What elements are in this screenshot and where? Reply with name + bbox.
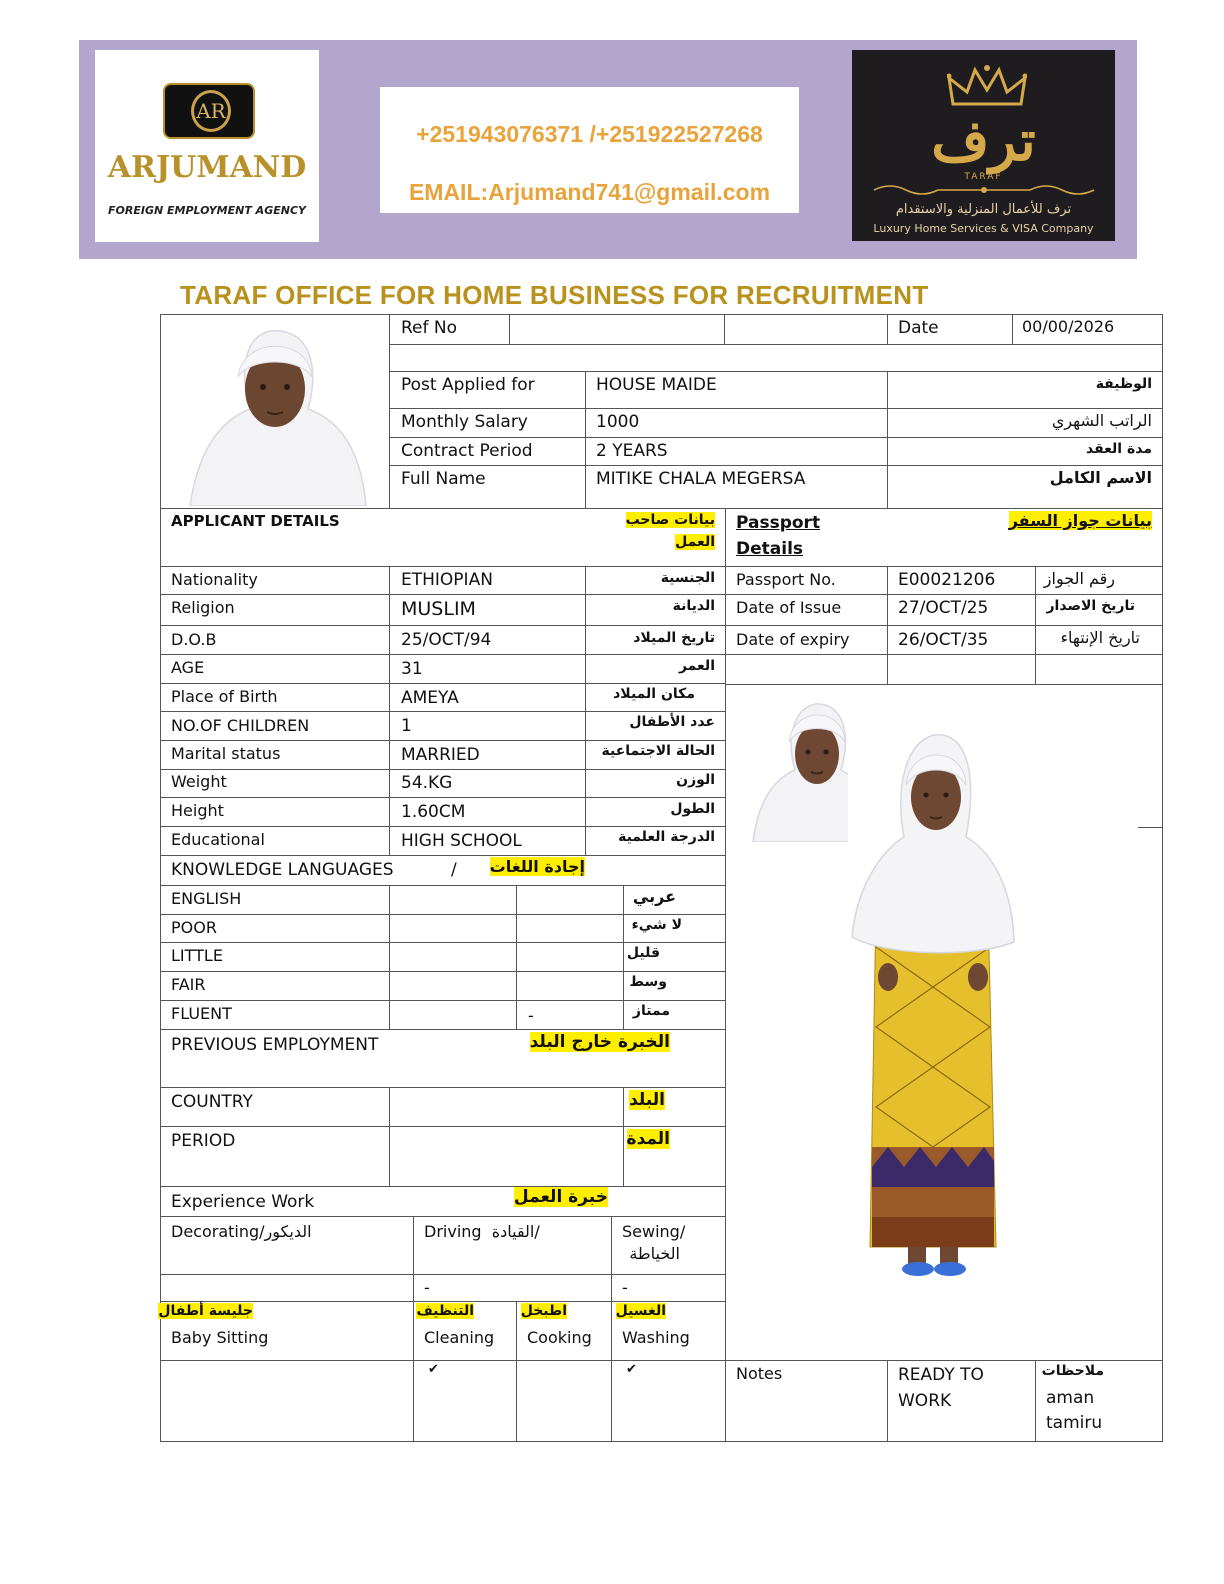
languages-slash: / [451,860,457,880]
passport-no-label: Passport No. [736,570,836,589]
cleaning-arabic: التنظيف [416,1303,474,1319]
children-arabic: عدد الأطفال [629,714,715,730]
lang-fair-label: FAIR [171,975,206,994]
ornament-icon [870,182,1098,198]
washing-arabic: الغسيل [615,1303,666,1319]
lang-little-arabic: قليل [626,945,660,961]
email-address: EMAIL:Arjumand741@gmail.com [408,179,771,205]
passport-no-arabic: رقم الجواز [1043,569,1115,588]
age-label: AGE [171,658,205,677]
washing-check-icon: ✔ [626,1362,637,1377]
nationality-label: Nationality [171,570,258,589]
children-value: 1 [401,716,412,736]
ref-no-label: Ref No [401,318,458,338]
taraf-english: Luxury Home Services & VISA Company [873,222,1094,235]
religion-label: Religion [171,598,235,617]
baby-sitting-arabic: جليسة أطفال [158,1303,253,1319]
notes-value-1: READY TO [898,1365,984,1385]
date-label: Date [898,318,939,338]
post-label: Post Applied for [401,375,535,395]
period-label: PERIOD [171,1131,236,1151]
lang-fluent-mark: - [528,1006,534,1025]
expiry-date-value: 26/OCT/35 [898,630,989,650]
education-value: HIGH SCHOOL [401,831,522,851]
lang-fluent-arabic: ممتاز [632,1003,670,1019]
applicant-heading-arabic-1: بيانات صاحب [625,512,715,528]
experience-heading: Experience Work [171,1192,315,1212]
decorating-label: Decorating/الديكور [171,1222,312,1241]
contact-box [380,87,799,213]
languages-heading-arabic: إجادة اللغات [489,857,585,876]
sewing-arabic: الخياطة [629,1244,680,1263]
passport-heading-1: Passport [736,513,821,533]
name-label: Full Name [401,469,486,489]
lang-fluent-label: FLUENT [171,1004,232,1023]
height-arabic: الطول [670,801,715,817]
expiry-date-arabic: تاريخ الإنتهاء [1060,628,1140,647]
children-label: NO.OF CHILDREN [171,716,310,735]
lang-poor-arabic: لا شيء [631,917,682,933]
dob-value: 25/OCT/94 [401,630,492,650]
previous-employment-heading: PREVIOUS EMPLOYMENT [171,1035,379,1055]
passport-heading-2: Details [736,539,804,559]
agency-subtitle: FOREIGN EMPLOYMENT AGENCY [108,204,306,217]
driving-dash: - [424,1278,430,1297]
applicant-full-body-photo [848,727,1018,1282]
nationality-arabic: الجنسية [660,570,715,586]
birthplace-value: AMEYA [401,688,459,708]
age-value: 31 [401,659,423,679]
taraf-small-label: TARAF [964,172,1003,182]
decorating-arabic: الديكور [264,1222,312,1241]
lang-fair-arabic: وسط [629,974,667,990]
post-value: HOUSE MAIDE [596,375,717,395]
languages-heading: KNOWLEDGE LANGUAGES [171,860,394,880]
height-label: Height [171,801,224,820]
birthplace-arabic: مكان الميلاد [613,686,695,702]
sewing-label: Sewing/ [622,1222,686,1241]
applicant-heading-arabic-2: العمل [675,534,715,550]
cooking-label: Cooking [527,1328,592,1347]
religion-arabic: الديانة [672,598,715,614]
issue-date-value: 27/OCT/25 [898,598,989,618]
crown-icon [947,64,1027,110]
weight-arabic: الوزن [676,772,715,788]
sewing-dash: - [622,1278,628,1297]
cleaning-check-icon: ✔ [428,1362,439,1377]
passport-no-value: E00021206 [898,570,996,590]
notes-label: Notes [736,1364,783,1383]
agency-name: ARJUMAND [107,150,307,185]
name-value: MITIKE CHALA MEGERSA [596,469,806,489]
contract-label-arabic: مدة العقد [1085,441,1152,457]
lang-little-label: LITTLE [171,946,223,965]
applicant-portrait-photo [170,317,380,506]
issue-date-arabic: تاريخ الاصدار [1046,598,1135,614]
dob-label: D.O.B [171,630,217,649]
salary-label: Monthly Salary [401,412,528,432]
nationality-value: ETHIOPIAN [401,570,493,590]
weight-value: 54.KG [401,773,453,793]
period-arabic: المدة [626,1129,670,1149]
lang-english-label: ENGLISH [171,889,242,908]
expiry-date-label: Date of expiry [736,630,850,649]
lang-english-arabic: عربي [632,887,676,906]
weight-label: Weight [171,772,227,791]
lang-poor-label: POOR [171,918,217,937]
education-arabic: الدرجة العلمية [618,829,715,845]
country-arabic: البلد [629,1090,665,1110]
baby-sitting-label: Baby Sitting [171,1328,269,1347]
issue-date-label: Date of Issue [736,598,842,617]
notes-extra-1: aman [1046,1388,1095,1408]
contract-value: 2 YEARS [596,441,668,461]
taraf-arabic: ترف للأعمال المنزلية والاستقدام [895,202,1072,217]
contract-label: Contract Period [401,441,533,461]
ar-monogram: AR [163,83,255,139]
document-title: TARAF OFFICE FOR HOME BUSINESS FOR RECRUITMENT [180,280,929,310]
country-label: COUNTRY [171,1092,253,1112]
notes-arabic: ملاحظات [1041,1363,1104,1379]
name-label-arabic: الاسم الكامل [1049,468,1152,487]
previous-employment-arabic: الخبرة خارج البلد [529,1032,670,1052]
experience-heading-arabic: خبرة العمل [513,1187,608,1207]
applicant-details-heading: APPLICANT DETAILS [171,512,340,530]
driving-label: Driving /القيادة [424,1222,540,1241]
notes-extra-2: tamiru [1046,1413,1103,1433]
marital-label: Marital status [171,744,281,763]
height-value: 1.60CM [401,802,466,822]
salary-label-arabic: الراتب الشهري [1051,411,1152,430]
cleaning-label: Cleaning [424,1328,495,1347]
washing-label: Washing [622,1328,690,1347]
post-label-arabic: الوظيفة [1095,376,1152,392]
dob-arabic: تاريخ الميلاد [633,630,715,646]
taraf-script: ترف [931,108,1036,174]
arjumand-logo [95,50,319,242]
taraf-logo [852,50,1115,241]
birthplace-label: Place of Birth [171,687,278,706]
date-value: 00/00/2026 [1022,317,1115,336]
marital-value: MARRIED [401,745,480,765]
cooking-arabic: اطبخل [520,1303,567,1319]
phone-numbers: +251943076371 /+251922527268 [416,121,763,147]
passport-heading-arabic: بيانات جواز السفر [1008,511,1152,530]
driving-arabic: /القيادة [491,1222,540,1241]
notes-value-2: WORK [898,1391,952,1411]
education-label: Educational [171,830,265,849]
age-arabic: العمر [678,658,715,674]
salary-value: 1000 [596,412,640,432]
marital-arabic: الحالة الاجتماعية [601,743,715,759]
religion-value: MUSLIM [401,598,476,620]
